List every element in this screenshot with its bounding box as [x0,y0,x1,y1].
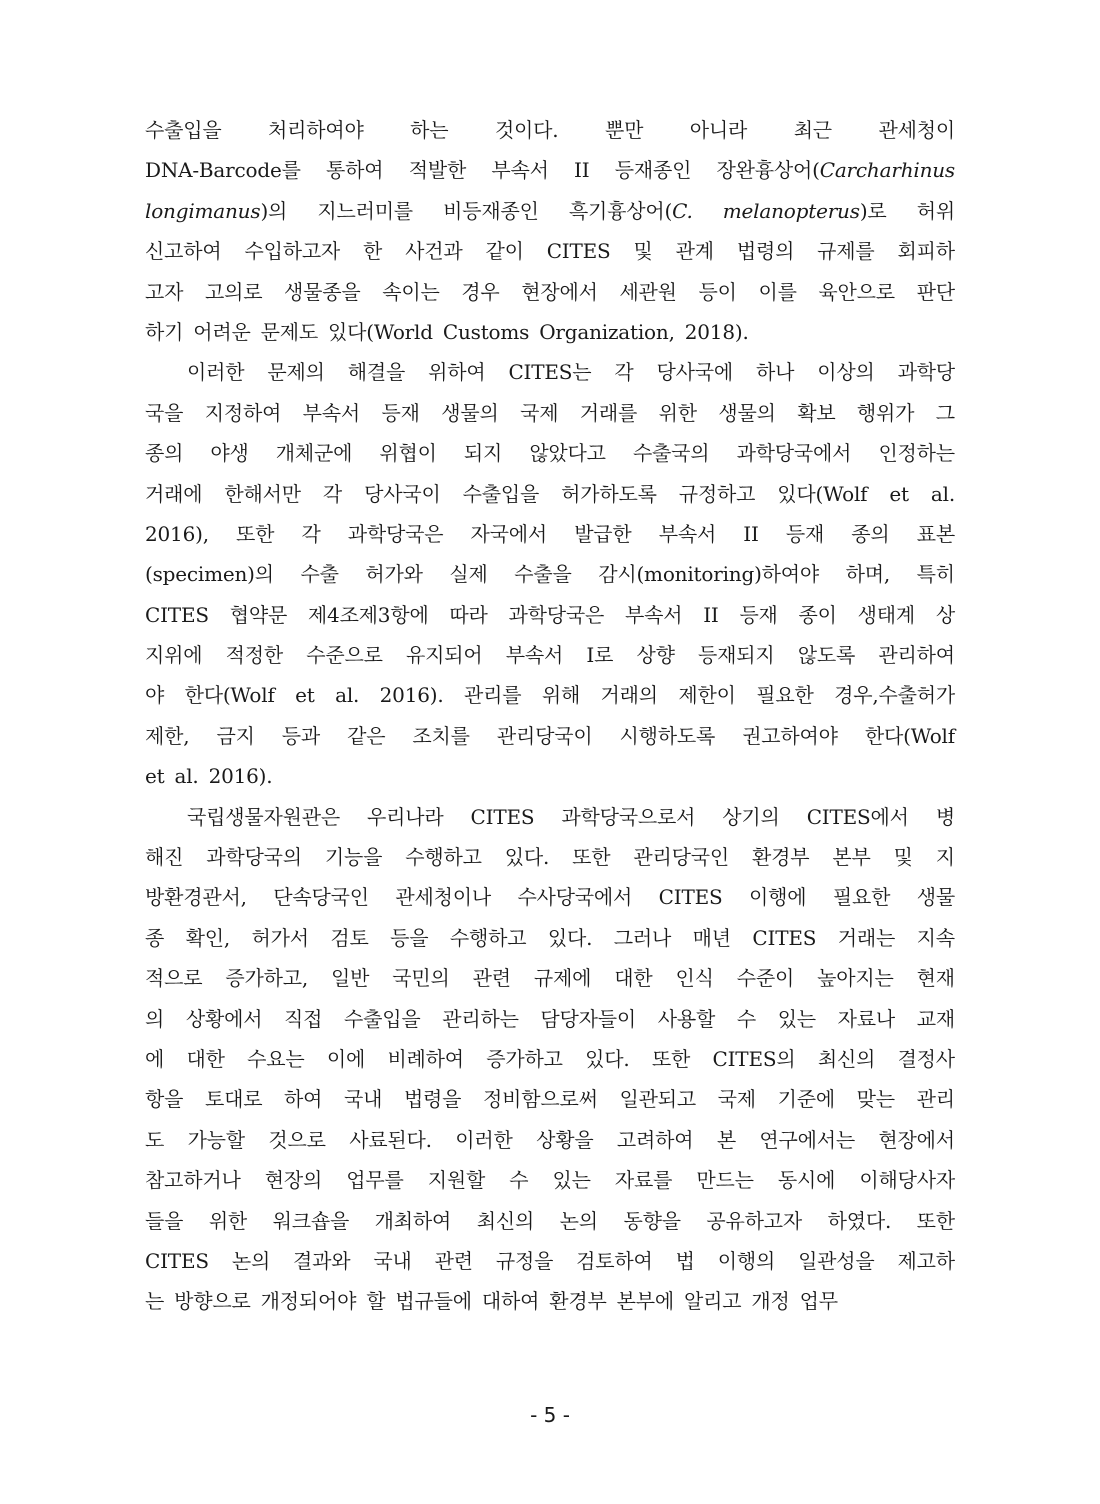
text-line: (specimen)의 수출 허가와 실제 수출을 감시(monitoring)하여야 하며, 특히 [145,562,955,587]
text-line: 고자 고의로 생물종을 속이는 경우 현장에서 세관원 등이 이를 육안으로 판단 [145,279,955,304]
text-line: et al. 2016). [145,764,273,789]
text-line: 도 가능할 것으로 사료된다. 이러한 상황을 고려하여 본 연구에서는 현장에서 [145,1127,955,1152]
text-line: 는 방향으로 개정되어야 할 법규들에 대하여 환경부 본부에 알리고 개정 업무 [145,1289,838,1314]
paragraph [145,352,955,796]
text-line: 야 한다(Wolf et al. 2016). 관리를 위해 거래의 제한이 필요한 경우,수출허가 [145,683,955,708]
text-line: DNA-Barcode를 통하여 적발한 부속서 II 등재종인 장완흉상어(Carcharhinus [145,158,955,183]
paragraph [145,797,955,1322]
text-line: 수출입을 처리하여야 하는 것이다. 뿐만 아니라 최근 관세청이 [145,118,955,142]
text-line: 이러한 문제의 해결을 위하여 CITES는 각 당사국에 하나 이상의 과학당 [187,360,955,385]
text-line: 신고하여 수입하고자 한 사건과 같이 CITES 및 관계 법령의 규제를 회피하 [145,239,955,264]
text-line: 종 확인, 허가서 검토 등을 수행하고 있다. 그러나 매년 CITES 거래는 지속 [145,925,955,950]
text-line: 들을 위한 워크숍을 개최하여 최신의 논의 동향을 공유하고자 하였다. 또한 [145,1208,955,1233]
text-line: 국립생물자원관은 우리나라 CITES 과학당국으로서 상기의 CITES에서 병 [187,804,955,829]
text-line: 항을 토대로 하여 국내 법령을 정비함으로써 일관되고 국제 기준에 맞는 관리 [145,1087,955,1112]
text-line: 종의 야생 개체군에 위협이 되지 않았다고 수출국의 과학당국에서 인정하는 [145,441,955,466]
text-line: 적으로 증가하고, 일반 국민의 관련 규제에 대한 인식 수준이 높아지는 현재 [145,966,955,991]
text-line: 의 상황에서 직접 수출입을 관리하는 담당자들이 사용할 수 있는 자료나 교재 [145,1006,955,1031]
text-line: 2016), 또한 각 과학당국은 자국에서 발급한 부속서 II 등재 종의 표본 [145,521,955,546]
document-body [145,110,955,1322]
text-line: 하기 어려운 문제도 있다(World Customs Organization, 2018). [145,319,749,344]
text-line: 방환경관서, 단속당국인 관세청이나 수사당국에서 CITES 이행에 필요한 생물 [145,885,955,910]
text-line: 거래에 한해서만 각 당사국이 수출입을 허가하도록 규정하고 있다(Wolf et al. [145,481,955,506]
page-number: - 5 - [530,1403,570,1427]
paragraph [145,110,955,352]
text-line: 국을 지정하여 부속서 등재 생물의 국제 거래를 위한 생물의 확보 행위가 그 [145,400,955,425]
text-line: CITES 협약문 제4조제3항에 따라 과학당국은 부속서 II 등재 종이 생태계 상 [145,602,955,627]
text-line: CITES 논의 결과와 국내 관련 규정을 검토하여 법 이행의 일관성을 제고하 [145,1248,955,1273]
text-line: 참고하거나 현장의 업무를 지원할 수 있는 자료를 만드는 동시에 이해당사자 [145,1168,955,1193]
text-line: 에 대한 수요는 이에 비례하여 증가하고 있다. 또한 CITES의 최신의 결정사 [145,1046,955,1071]
text-line: 해진 과학당국의 기능을 수행하고 있다. 또한 관리당국인 환경부 본부 및 지 [145,845,955,870]
text-line: longimanus)의 지느러미를 비등재종인 흑기흉상어(C. melanopterus)로 허위 [145,198,955,223]
text-line: 지위에 적정한 수준으로 유지되어 부속서 I로 상향 등재되지 않도록 관리하여 [145,643,955,668]
text-line: 제한, 금지 등과 같은 조치를 관리당국이 시행하도록 권고하여야 한다(Wolf [145,723,955,748]
